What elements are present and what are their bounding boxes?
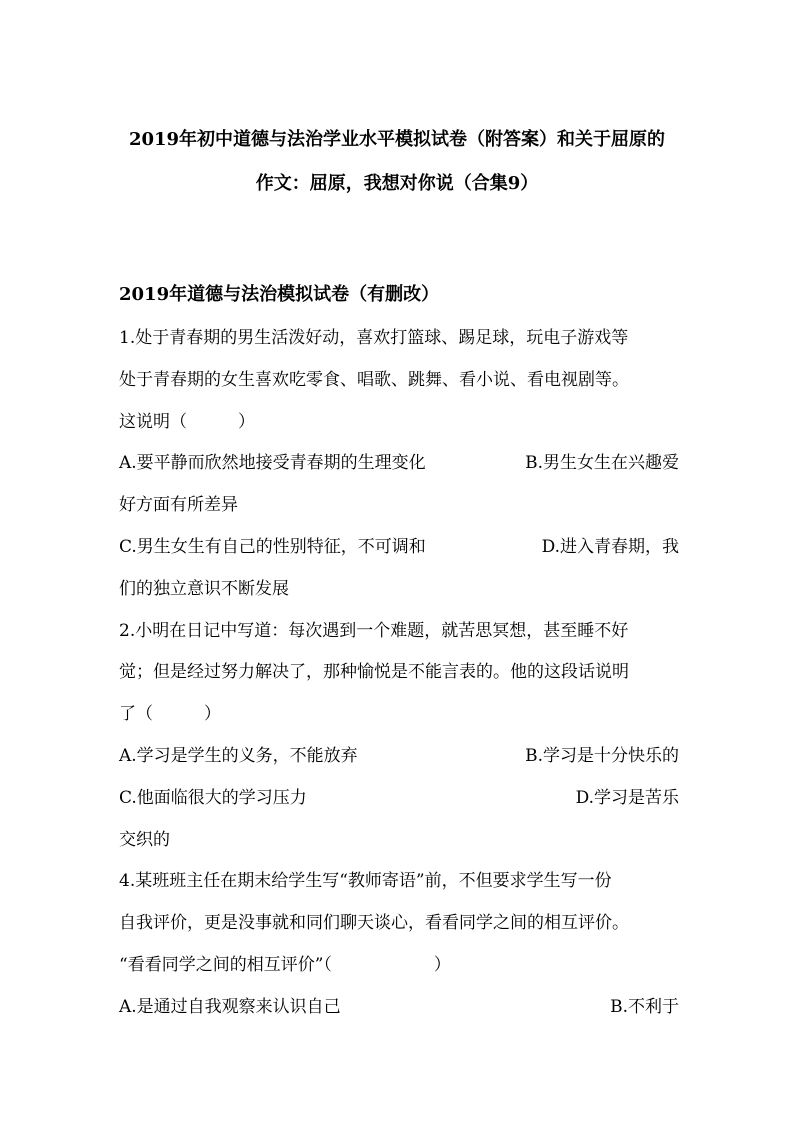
line-text: 这说明（ ） bbox=[119, 411, 255, 432]
line-text: 4.某班班主任在期末给学生写“教师寄语”前，不但要求学生写一份 bbox=[119, 871, 612, 892]
text-line bbox=[119, 694, 679, 736]
exam-questions bbox=[119, 318, 679, 1029]
text-line bbox=[119, 820, 679, 862]
option-b: B.男生女生在兴趣爱 bbox=[525, 453, 679, 474]
line-text: 2.小明在日记中写道：每次遇到一个难题，就苦思冥想，甚至睡不好 bbox=[119, 620, 629, 641]
line-text: 了（ ） bbox=[119, 704, 221, 725]
text-line bbox=[119, 903, 679, 945]
line-text: “看看同学之间的相互评价”（ ） bbox=[119, 954, 451, 975]
line-text: 好方面有所差异 bbox=[119, 495, 238, 516]
document-title bbox=[100, 118, 694, 206]
line-text: 自我评价，更是没事就和同们聊天谈心，看看同学之间的相互评价。 bbox=[119, 913, 629, 934]
option-b: B.不利于 bbox=[610, 996, 679, 1017]
option-b: B.学习是十分快乐的 bbox=[525, 745, 679, 766]
option-a: A.要平静而欣然地接受青春期的生理变化 bbox=[119, 453, 426, 474]
option-d: D.进入青春期，我 bbox=[541, 536, 679, 557]
option-a: A.学习是学生的义务，不能放弃 bbox=[119, 745, 358, 766]
section-heading: 2019年道德与法治模拟试卷（有删改） bbox=[119, 284, 440, 305]
text-line bbox=[119, 569, 679, 611]
option-a: A.是通过自我观察来认识自己 bbox=[119, 996, 341, 1017]
option-d: D.学习是苦乐 bbox=[575, 787, 679, 808]
text-line bbox=[119, 652, 679, 694]
line-text: 们的独立意识不断发展 bbox=[119, 578, 289, 599]
option-line bbox=[119, 987, 679, 1029]
option-c: C.他面临很大的学习压力 bbox=[119, 787, 307, 808]
text-line bbox=[119, 318, 679, 360]
option-c: C.男生女生有自己的性别特征，不可调和 bbox=[119, 536, 426, 557]
text-line bbox=[119, 402, 679, 444]
option-line bbox=[119, 778, 679, 820]
text-line bbox=[119, 485, 679, 527]
option-line bbox=[119, 527, 679, 569]
text-line bbox=[119, 861, 679, 903]
option-line bbox=[119, 443, 679, 485]
text-line bbox=[119, 360, 679, 402]
text-line bbox=[119, 611, 679, 653]
title-line-1: 2019年初中道德与法治学业水平模拟试卷（附答案）和关于屈原的 bbox=[128, 129, 666, 150]
option-line bbox=[119, 736, 679, 778]
line-text: 觉；但是经过努力解决了，那种愉悦是不能言表的。他的这段话说明 bbox=[119, 662, 629, 683]
line-text: 处于青春期的女生喜欢吃零食、唱歌、跳舞、看小说、看电视剧等。 bbox=[119, 369, 629, 390]
line-text: 交织的 bbox=[119, 829, 170, 850]
text-line bbox=[119, 945, 679, 987]
title-line-2: 作文：屈原，我想对你说（合集9） bbox=[255, 173, 539, 194]
line-text: 1.处于青春期的男生活泼好动，喜欢打篮球、踢足球，玩电子游戏等 bbox=[119, 328, 629, 348]
